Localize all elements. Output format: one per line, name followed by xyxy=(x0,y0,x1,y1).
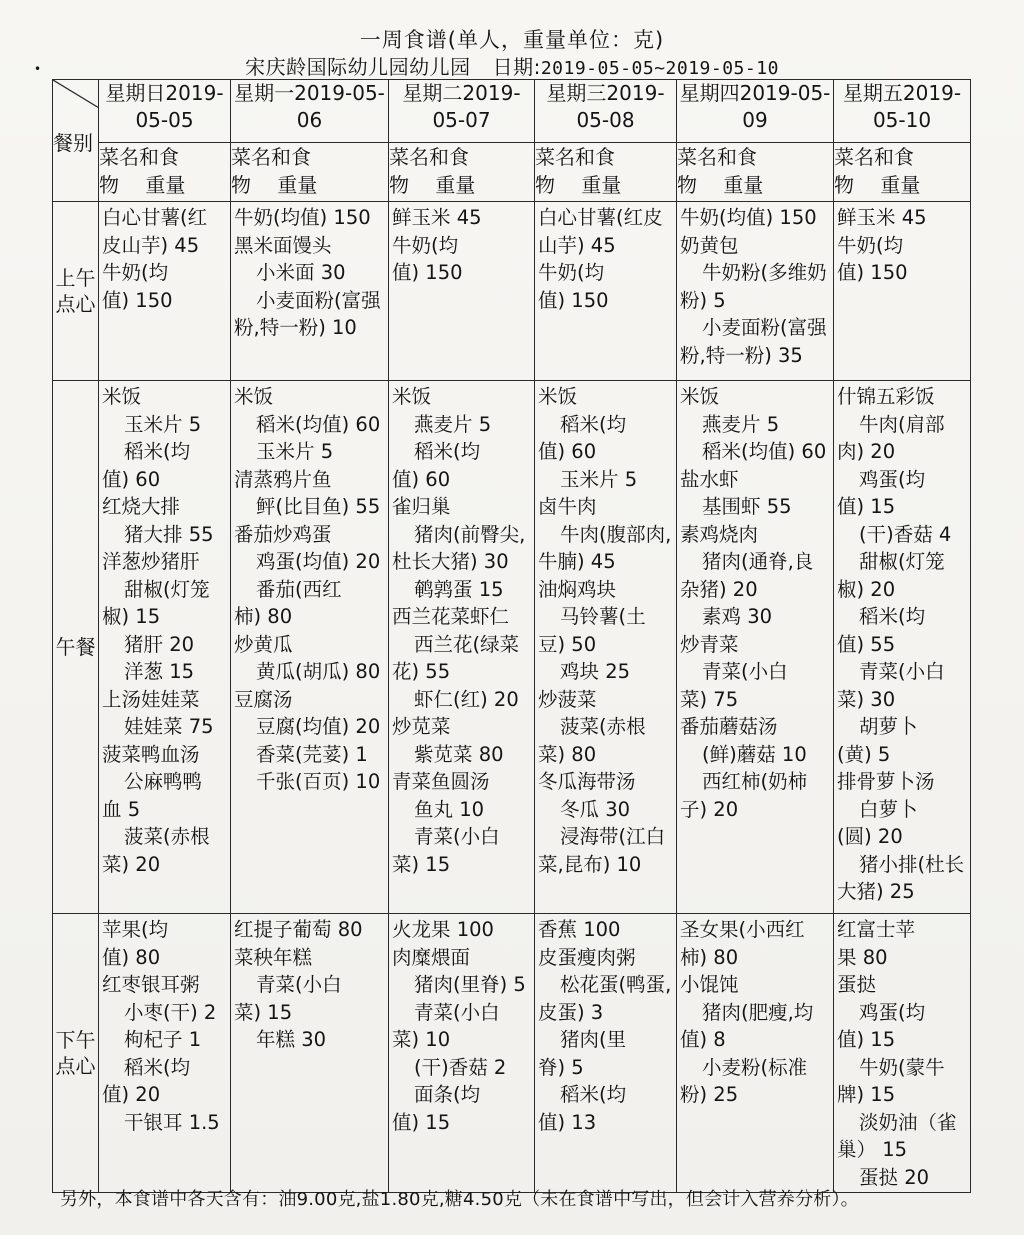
ingredient-line: 牛肉(腹部肉, xyxy=(560,522,672,546)
dish-line: 菜) 75 xyxy=(680,687,739,711)
dish-line: 大猪) 25 xyxy=(837,880,915,903)
ingredient-line: 猪肉(里 xyxy=(560,1028,627,1051)
dish-line: 牛奶(均值) 150 xyxy=(234,206,371,229)
meal-row xyxy=(53,381,971,914)
ingredient-line: 紫苋菜 80 xyxy=(414,742,504,766)
meal-label: 餐别 xyxy=(53,131,93,155)
menu-cell xyxy=(535,914,677,1193)
ingredient-line: 甜椒(灯笼 xyxy=(124,577,210,601)
dish-line: 菜) 80 xyxy=(538,742,597,766)
menu-cell xyxy=(389,914,535,1193)
dish-line: 豆) 50 xyxy=(538,632,597,656)
dish-line: 皮山芋) 45 xyxy=(102,233,200,257)
dish-line: 米饭 xyxy=(680,385,720,408)
dish-line: 柿) 80 xyxy=(680,945,739,969)
dish-line: 值) 150 xyxy=(837,261,908,284)
ingredient-line: 香菜(芫荽) 1 xyxy=(256,742,368,766)
ingredient-line: (鲜)蘑菇 10 xyxy=(702,742,807,766)
dish-line: 粉) 25 xyxy=(680,1083,739,1106)
ingredient-line: 稻米(均 xyxy=(859,605,926,628)
menu-cell xyxy=(231,381,389,914)
ingredient-line: 鸡蛋(均值) 20 xyxy=(256,550,381,573)
ingredient-line: (干)香菇 4 xyxy=(859,522,952,546)
ingredient-line: 小米面 30 xyxy=(256,261,346,284)
ingredient-line: 稻米(均 xyxy=(124,1055,191,1079)
ingredient-line: 胡萝卜 xyxy=(859,715,918,738)
ingredient-line: 蛋挞 20 xyxy=(859,1165,930,1189)
ingredient-line: 牛奶粉(多维奶 xyxy=(702,261,827,284)
ingredient-line: 青菜(小白 xyxy=(702,660,788,683)
dish-line: 油焖鸡块 xyxy=(538,577,617,601)
column-subheader: 菜名和食 物 重量 xyxy=(231,143,389,202)
day-header: 星期三2019- 05-08 xyxy=(535,80,677,143)
dish-line: 红烧大排 xyxy=(102,495,181,518)
ingredient-line: 玉米片 5 xyxy=(124,412,202,436)
dish-line: 菜) 15 xyxy=(234,1000,293,1024)
meal-label-line: 午餐 xyxy=(55,635,96,659)
ingredient-line: 玉米片 5 xyxy=(560,467,638,491)
page-title: 一周食谱(单人，重量单位：克) xyxy=(359,28,665,52)
ingredient-line: 猪肉(肥瘦,均 xyxy=(702,1000,814,1024)
dish-line: 果 80 xyxy=(837,945,888,969)
ingredient-line: 白萝卜 xyxy=(859,797,918,821)
ingredient-line: 浸海带(江白 xyxy=(560,825,666,848)
ingredient-line: (干)香菇 2 xyxy=(414,1055,507,1079)
ingredient-line: 鹌鹑蛋 15 xyxy=(414,577,504,601)
dish-line: 菜) 10 xyxy=(392,1028,451,1051)
ingredient-line: 小麦粉(标准 xyxy=(702,1055,808,1079)
dish-line: 值) 150 xyxy=(538,288,609,312)
column-subheader: 菜名和食 物 重量 xyxy=(389,143,535,202)
dish-line: 山芋) 45 xyxy=(538,233,616,257)
dish-line: 炒苋菜 xyxy=(392,715,451,738)
dish-line: 粉,特一粉) 10 xyxy=(234,316,357,339)
ingredient-line: 洋葱 15 xyxy=(124,660,195,683)
ingredient-line: 猪肝 20 xyxy=(124,632,195,656)
ingredient-line: 甜椒(灯笼 xyxy=(859,550,945,573)
dish-line: 菜) 30 xyxy=(837,687,896,711)
ingredient-line: 小麦面粉(富强 xyxy=(702,316,827,339)
dish-line: 炒青菜 xyxy=(680,632,739,656)
ingredient-line: 猪小排(杜长 xyxy=(859,852,965,876)
ingredient-line: 小麦面粉(富强 xyxy=(256,288,381,312)
ingredient-line: 西兰花(绿菜 xyxy=(414,632,520,656)
dish-line: 米饭 xyxy=(392,385,432,408)
menu-cell xyxy=(231,202,389,381)
dish-line: 值) 15 xyxy=(392,1110,451,1134)
dish-line: 脊) 5 xyxy=(538,1055,584,1079)
dish-line: 红富士苹 xyxy=(837,918,916,941)
meal-label-line: 点心 xyxy=(55,1054,96,1078)
ingredient-line: 西红柿(奶柿 xyxy=(702,770,808,793)
ingredient-line: 稻米(均值) 60 xyxy=(702,440,827,463)
day-header: 星期日2019- 05-05 xyxy=(99,80,231,143)
menu-cell xyxy=(677,914,834,1193)
dish-line: 炒菠菜 xyxy=(538,687,597,711)
day-header: 星期一2019-05- 06 xyxy=(231,80,389,143)
dish-line: 清蒸鸦片鱼 xyxy=(234,467,332,491)
dish-line: 值) 55 xyxy=(837,632,896,656)
dish-line: 白心甘薯(红 xyxy=(102,206,208,229)
dish-line: 盐水虾 xyxy=(680,467,739,491)
dish-line: 血 5 xyxy=(102,797,141,821)
page-subtitle xyxy=(0,51,1024,80)
dish-line: 柿) 80 xyxy=(234,605,293,628)
ingredient-line: 稻米(均值) 60 xyxy=(256,412,381,436)
dish-line: 皮蛋瘦肉粥 xyxy=(538,945,636,969)
dish-line: 值) 8 xyxy=(680,1028,726,1051)
ingredient-line: 鸡蛋(均 xyxy=(859,1000,926,1024)
ingredient-line: 虾仁(红) 20 xyxy=(414,687,519,711)
dish-line: 值) 20 xyxy=(102,1083,161,1106)
ingredient-line: 牛肉(肩部 xyxy=(859,412,945,436)
ingredient-line: 鸡块 25 xyxy=(560,660,631,683)
menu-cell xyxy=(389,202,535,381)
dish-line: 菜) 15 xyxy=(392,852,451,876)
dish-line: 椒) 15 xyxy=(102,605,161,628)
ingredient-line: 稻米(均 xyxy=(124,440,191,463)
ingredient-line: 面条(均 xyxy=(414,1083,481,1106)
ingredient-line: 千张(百页) 10 xyxy=(256,770,381,793)
menu-cell xyxy=(231,914,389,1193)
column-subheader: 菜名和食 物 重量 xyxy=(535,143,677,202)
school-name: 宋庆龄国际幼儿园幼儿园 xyxy=(245,55,471,79)
dish-line: 红提子葡萄 80 xyxy=(234,918,363,941)
ingredient-line: 玉米片 5 xyxy=(256,440,334,463)
dish-line: 米饭 xyxy=(102,385,142,408)
dish-line: 火龙果 100 xyxy=(392,918,494,941)
ink-dot: • xyxy=(34,62,42,76)
dish-line: 番茄炒鸡蛋 xyxy=(234,522,332,546)
dish-line: 粉) 5 xyxy=(680,288,726,312)
dish-line: 素鸡烧肉 xyxy=(680,522,759,546)
ingredient-line: 马铃薯(土 xyxy=(560,605,646,628)
menu-cell xyxy=(834,381,971,914)
ingredient-line: 牛奶(蒙牛 xyxy=(859,1055,945,1079)
ingredient-line: 冬瓜 30 xyxy=(560,797,631,821)
dish-line: 洋葱炒猪肝 xyxy=(102,550,200,573)
dish-line: 苹果(均 xyxy=(102,918,169,941)
ingredient-line: 公麻鸭鸭 xyxy=(124,770,203,793)
ingredient-line: 豆腐(均值) 20 xyxy=(256,715,381,738)
ingredient-line: 娃娃菜 75 xyxy=(124,715,214,738)
dish-line: 卤牛肉 xyxy=(538,495,597,518)
dish-line: 花) 55 xyxy=(392,660,451,683)
day-header: 星期二2019- 05-07 xyxy=(389,80,535,143)
day-header: 星期五2019- 05-10 xyxy=(834,80,971,143)
dish-line: 肉) 20 xyxy=(837,440,896,463)
weekly-menu-table xyxy=(52,79,971,1193)
dish-line: 炒黄瓜 xyxy=(234,632,293,656)
dish-line: (黄) 5 xyxy=(837,742,891,766)
dish-line: 杂猪) 20 xyxy=(680,577,758,601)
dish-line: 子) 20 xyxy=(680,797,739,821)
dish-line: 牛腩) 45 xyxy=(538,550,616,573)
ingredient-line: 番茄(西红 xyxy=(256,577,342,601)
dish-line: 值) 13 xyxy=(538,1110,597,1134)
date-label: 日期: xyxy=(492,55,541,79)
dish-line: 巢） 15 xyxy=(837,1138,908,1161)
dish-line: 牌) 15 xyxy=(837,1083,896,1106)
ingredient-line: 燕麦片 5 xyxy=(702,412,780,436)
dish-line: 值) 15 xyxy=(837,495,896,518)
ingredient-line: 猪肉(前臀尖, xyxy=(414,522,526,546)
dish-line: 什锦五彩饭 xyxy=(837,385,935,408)
dish-line: 雀归巢 xyxy=(392,495,451,518)
ingredient-line: 稻米(均 xyxy=(414,440,481,463)
day-header: 星期四2019-05- 09 xyxy=(677,80,834,143)
ingredient-line: 小枣(干) 2 xyxy=(124,1000,217,1024)
meal-label-line: 点心 xyxy=(55,292,96,316)
dish-line: 香蕉 100 xyxy=(538,918,621,941)
dish-line: 豆腐汤 xyxy=(234,687,293,711)
ingredient-line: 干银耳 1.5 xyxy=(124,1110,220,1134)
menu-cell xyxy=(99,381,231,914)
ingredient-line: 青菜(小白 xyxy=(414,1000,500,1024)
ingredient-line: 鱼丸 10 xyxy=(414,797,485,821)
dish-line: 米饭 xyxy=(234,385,274,408)
dish-line: 黑米面馒头 xyxy=(234,233,332,257)
subheader-row xyxy=(53,143,971,202)
dish-line: 值) 60 xyxy=(392,467,451,491)
meal-column-header xyxy=(53,80,99,202)
menu-cell xyxy=(535,381,677,914)
dish-line: 椒) 20 xyxy=(837,577,896,601)
dish-line: 圣女果(小西红 xyxy=(680,918,805,941)
dish-line: 牛奶(均 xyxy=(392,233,459,257)
meal-label xyxy=(53,381,99,914)
ingredient-line: 淡奶油（雀 xyxy=(859,1110,957,1134)
date-range: 2019-05-05~2019-05-10 xyxy=(540,58,779,79)
ingredient-line: 菠菜(赤根 xyxy=(560,715,646,738)
column-subheader: 菜名和食 物 重量 xyxy=(99,143,231,202)
ingredient-line: 猪肉(通脊,良 xyxy=(702,550,814,573)
ingredient-line: 猪肉(里脊) 5 xyxy=(414,973,526,996)
dish-line: 白心甘薯(红皮 xyxy=(538,206,663,229)
dish-line: 值) 80 xyxy=(102,945,161,969)
ingredient-line: 素鸡 30 xyxy=(702,605,773,628)
ingredient-line: 基围虾 55 xyxy=(702,495,792,518)
menu-cell xyxy=(535,202,677,381)
dish-line: (圆) 20 xyxy=(837,825,903,848)
dish-line: 牛奶(均 xyxy=(102,261,169,284)
ingredient-line: 稻米(均 xyxy=(560,412,627,436)
dish-line: 上汤娃娃菜 xyxy=(102,687,200,711)
dish-line: 鲜玉米 45 xyxy=(837,206,927,229)
dish-line: 粉,特一粉) 35 xyxy=(680,343,803,367)
ingredient-line: 鸡蛋(均 xyxy=(859,467,926,491)
dish-line: 菜秧年糕 xyxy=(234,945,313,969)
dish-line: 牛奶(均值) 150 xyxy=(680,206,817,229)
dish-line: 菜) 20 xyxy=(102,852,161,876)
dish-line: 值) 150 xyxy=(102,288,173,312)
ingredient-line: 菠菜(赤根 xyxy=(124,825,210,848)
menu-cell xyxy=(389,381,535,914)
ingredient-line: 鲆(比目鱼) 55 xyxy=(256,495,381,518)
ingredient-line: 青菜(小白 xyxy=(859,660,945,683)
ingredient-line: 年糕 30 xyxy=(256,1028,327,1051)
ingredient-line: 枸杞子 1 xyxy=(124,1028,202,1051)
dish-line: 红枣银耳粥 xyxy=(102,973,200,996)
dish-line: 排骨萝卜汤 xyxy=(837,770,935,793)
dish-line: 值) 60 xyxy=(538,440,597,463)
menu-cell xyxy=(677,202,834,381)
meal-label xyxy=(53,202,99,381)
dish-line: 杜长大猪) 30 xyxy=(392,550,509,573)
footer-note: 另外，本食谱中各天含有：油9.00克,盐1.80克,糖4.50克（未在食谱中写出，但会计入营养分析）。 xyxy=(60,1189,859,1210)
menu-cell xyxy=(677,381,834,914)
ingredient-line: 稻米(均 xyxy=(560,1083,627,1106)
dish-line: 值) 15 xyxy=(837,1028,896,1051)
meal-row xyxy=(53,202,971,381)
dish-line: 番茄蘑菇汤 xyxy=(680,715,778,738)
menu-cell xyxy=(834,914,971,1193)
dish-line: 牛奶(均 xyxy=(538,261,605,284)
ingredient-line: 青菜(小白 xyxy=(414,825,500,848)
dish-line: 蛋挞 xyxy=(837,973,877,996)
column-subheader: 菜名和食 物 重量 xyxy=(834,143,971,202)
dish-line: 菜,昆布) 10 xyxy=(538,852,642,876)
ingredient-line: 猪大排 55 xyxy=(124,522,214,546)
dish-line: 西兰花菜虾仁 xyxy=(392,605,510,628)
ingredient-line: 松花蛋(鸭蛋, xyxy=(560,973,672,996)
dish-line: 值) 150 xyxy=(392,261,463,284)
dish-line: 奶黄包 xyxy=(680,233,739,257)
dish-line: 牛奶(均 xyxy=(837,233,904,257)
dish-line: 菠菜鸭血汤 xyxy=(102,742,200,766)
menu-cell xyxy=(99,202,231,381)
dish-line: 值) 60 xyxy=(102,467,161,491)
dish-line: 小馄饨 xyxy=(680,973,739,996)
dish-line: 青菜鱼圆汤 xyxy=(392,770,490,793)
meal-label xyxy=(53,914,99,1193)
meal-row xyxy=(53,914,971,1193)
meal-label-line: 下午 xyxy=(55,1028,96,1052)
dish-line: 鲜玉米 45 xyxy=(392,206,482,229)
dish-line: 肉糜煨面 xyxy=(392,945,471,969)
ingredient-line: 燕麦片 5 xyxy=(414,412,492,436)
ingredient-line: 青菜(小白 xyxy=(256,973,342,996)
dish-line: 米饭 xyxy=(538,385,578,408)
column-subheader: 菜名和食 物 重量 xyxy=(677,143,834,202)
menu-cell xyxy=(834,202,971,381)
dish-line: 冬瓜海带汤 xyxy=(538,770,636,793)
menu-cell xyxy=(99,914,231,1193)
dish-line: 皮蛋) 3 xyxy=(538,1000,604,1024)
ingredient-line: 黄瓜(胡瓜) 80 xyxy=(256,660,381,683)
header-row xyxy=(53,80,971,143)
meal-label-line: 上午 xyxy=(55,266,96,290)
